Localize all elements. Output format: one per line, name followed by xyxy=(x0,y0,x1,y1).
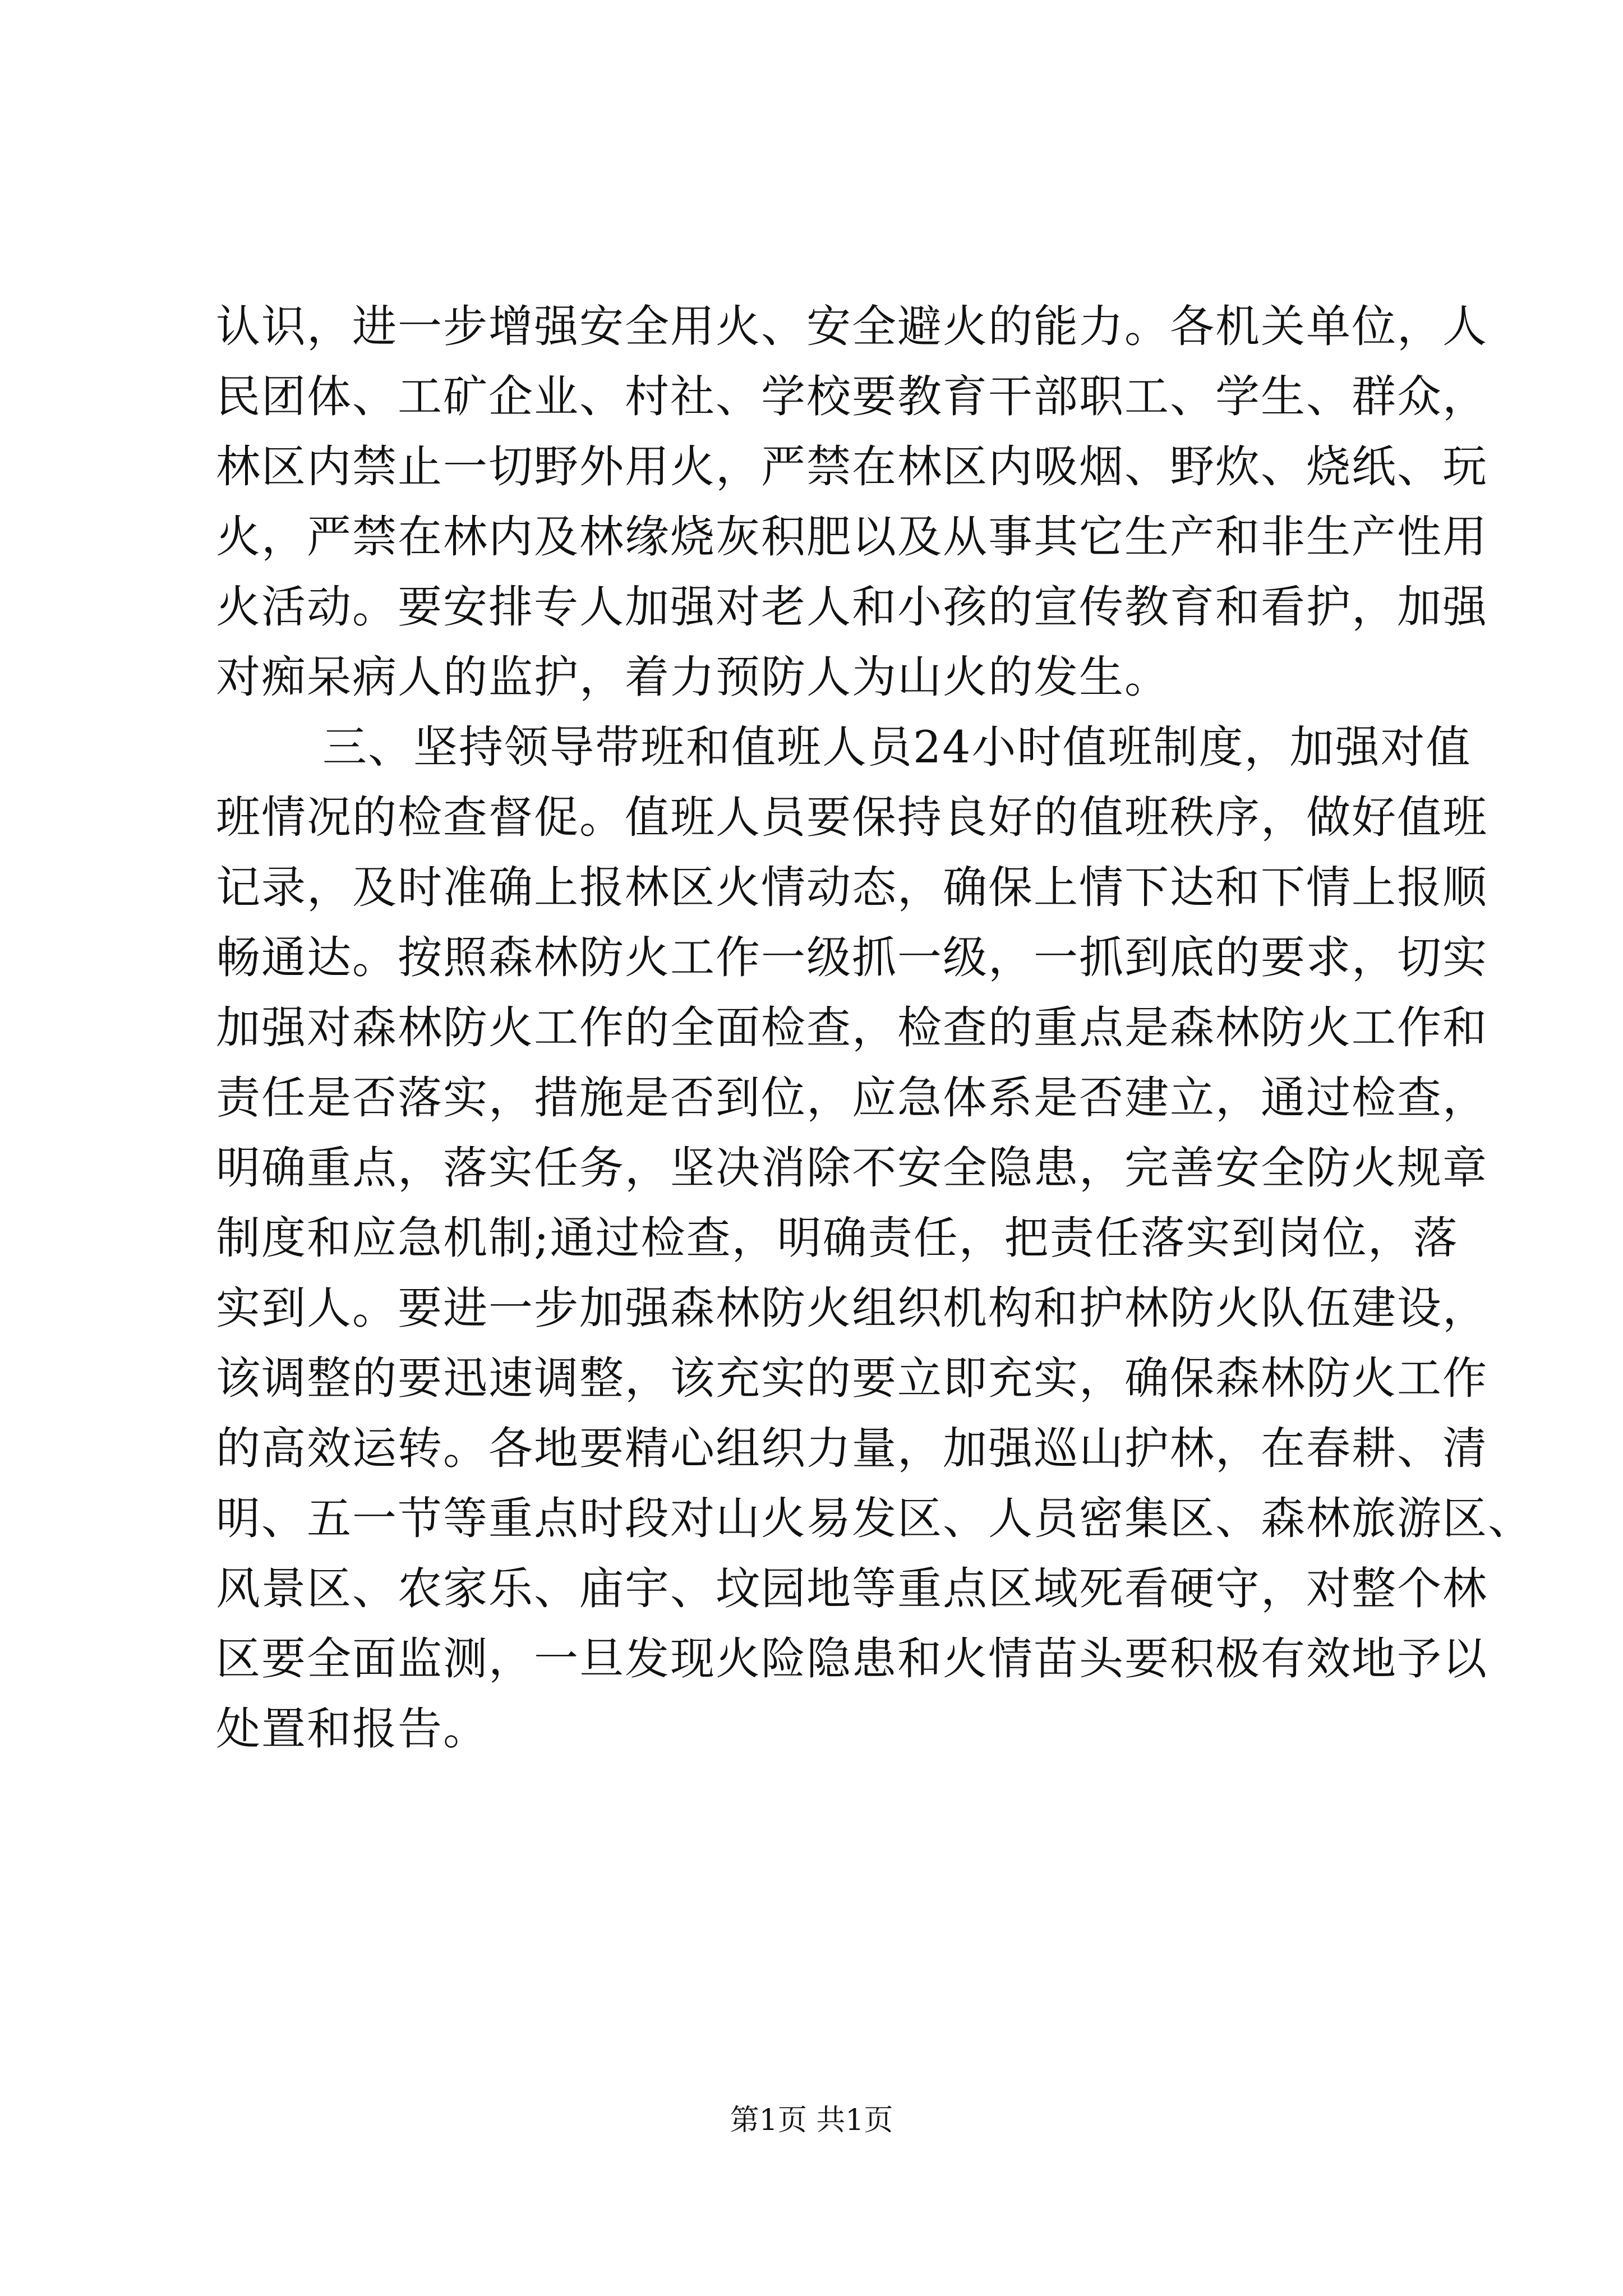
paragraph-1 xyxy=(216,292,1488,712)
text-line: 该调整的要迅速调整，该充实的要立即充实，确保森林防火工作 xyxy=(216,1352,1488,1404)
text-line: 区要全面监测，一旦发现火险隐患和火情苗头要积极有效地予以 xyxy=(216,1633,1488,1685)
text-line: 畅通达。按照森林防火工作一级抓一级，一抓到底的要求，切实 xyxy=(216,932,1488,983)
text-line: 林区内禁止一切野外用火，严禁在林区内吸烟、野炊、烧纸、玩 xyxy=(216,441,1488,493)
text-line: 责任是否落实，措施是否到位，应急体系是否建立，通过检查， xyxy=(216,1072,1488,1124)
text-line: 认识，进一步增强安全用火、安全避火的能力。各机关单位，人 xyxy=(216,301,1488,352)
text-line: 记录，及时准确上报林区火情动态，确保上情下达和下情上报顺 xyxy=(216,862,1488,913)
text-line: 加强对森林防火工作的全面检查，检查的重点是森林防火工作和 xyxy=(216,1002,1488,1053)
text-line: 实到人。要进一步加强森林防火组织机构和护林防火队伍建设， xyxy=(216,1282,1488,1334)
text-line: 班情况的检查督促。值班人员要保持良好的值班秩序，做好值班 xyxy=(216,792,1488,843)
text-line: 处置和报告。 xyxy=(216,1703,488,1755)
text-line: 的高效运转。各地要精心组织力量，加强巡山护林，在春耕、清 xyxy=(216,1423,1488,1474)
text-line: 对痴呆病人的监护，着力预防人为山火的发生。 xyxy=(216,651,1170,703)
text-line: 火，严禁在林内及林缘烧灰积肥以及从事其它生产和非生产性用 xyxy=(216,511,1488,563)
text-line: 明、五一节等重点时段对山火易发区、人员密集区、森林旅游区、 xyxy=(216,1493,1533,1544)
text-line: 民团体、工矿企业、村社、学校要教育干部职工、学生、群众， xyxy=(216,371,1488,422)
text-line: 明确重点，落实任务，坚决消除不安全隐患，完善安全防火规章 xyxy=(216,1142,1488,1194)
text-line: 风景区、农家乐、庙宇、坟园地等重点区域死看硬守，对整个林 xyxy=(216,1563,1488,1614)
text-line: 制度和应急机制;通过检查，明确责任，把责任落实到岗位，落 xyxy=(216,1212,1459,1264)
text-line: 火活动。要安排专人加强对老人和小孩的宣传教育和看护，加强 xyxy=(216,581,1488,633)
paragraph-2 xyxy=(216,712,1533,1764)
document-body xyxy=(216,292,1533,1764)
text-line: 三、坚持领导带班和值班人员24小时值班制度，加强对值 xyxy=(322,721,1472,773)
page-footer: 第1页 共1页 xyxy=(730,2104,893,2137)
